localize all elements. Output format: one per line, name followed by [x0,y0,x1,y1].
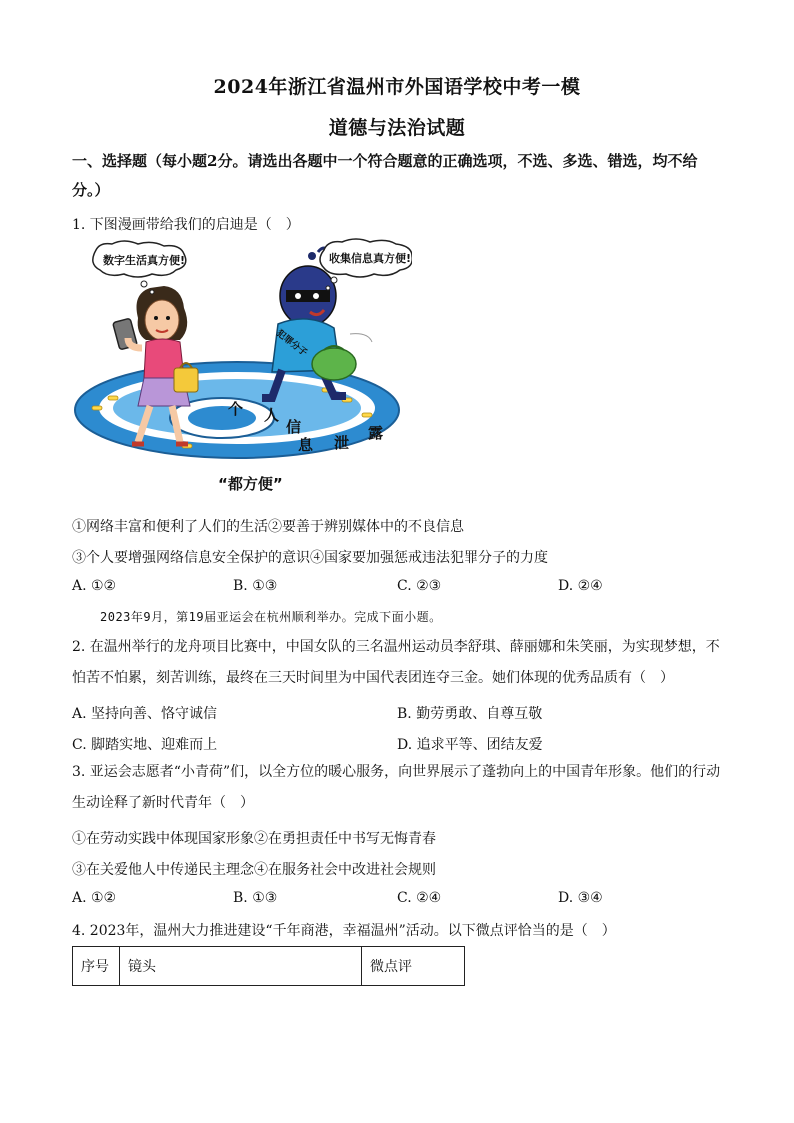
speech-bubble-right [320,239,412,290]
q4-stem: 4. 2023年，温州大力推进建设“千年商港，幸福温州”活动。以下微点评恰当的是（ ） [72,923,616,939]
ring-char-2: 人 [264,406,280,424]
q2-option-b: B. 勤劳勇敢、自尊互敬 [397,706,543,722]
q2-stem: 2. 在温州举行的龙舟项目比赛中，中国女队的三名温州运动员李舒琪、薛丽娜和朱笑丽，为实现梦想，不怕苦不怕累，刻苦训练，最终在三天时间里为中国代表团连夺三金。她们体现的优秀品质有（ ） [72,639,720,686]
q4-table [72,946,465,986]
ring-char-1: 个 [228,400,244,418]
table-header-comment: 微点评 [362,947,465,986]
bubble-right-text: 收集信息真方便! [329,252,412,265]
table-header-row [73,947,465,986]
table-header-scene: 镜头 [120,947,362,986]
q1-option-a: A. ①② [72,578,117,594]
ring-char-3: 信 [286,418,302,436]
table-header-index: 序号 [73,947,120,986]
exam-title: 2024年浙江省温州市外国语学校中考一模 [213,76,581,98]
criminal-label: 犯罪分子 [274,328,309,359]
q3-option-c: C. ②④ [397,890,442,906]
q3-statement-1: ①在劳动实践中体现国家形象②在勇担责任中书写无悔青春 [72,831,436,847]
q1-statement-2: ③个人要增强网络信息安全保护的意识④国家要加强惩戒违法犯罪分子的力度 [72,550,548,566]
q2-option-d: D. 追求平等、团结友爱 [397,737,543,753]
q3-statement-2: ③在关爱他人中传递民主理念④在服务社会中改进社会规则 [72,862,436,878]
q1-stem: 1. 下图漫画带给我们的启迪是（ ） [72,217,300,233]
context-note: 2023年9月，第19届亚运会在杭州顺利举办。完成下面小题。 [100,610,442,624]
cartoon-illustration [72,238,412,496]
exam-subtitle: 道德与法治试题 [328,117,466,139]
ring-char-6: 露 [368,424,384,442]
cartoon-caption: “都方便” [218,475,283,493]
q2-option-a: A. 坚持向善、恪守诚信 [72,706,218,722]
section-heading: 一、选择题（每小题2分。请选出各题中一个符合题意的正确选项，不选、多选、错选，均不给分。） [72,152,698,199]
q1-option-b: B. ①③ [233,578,278,594]
ring-char-5: 泄 [334,434,350,452]
q3-option-b: B. ①③ [233,890,278,906]
q1-statement-1: ①网络丰富和便利了人们的生活②要善于辨别媒体中的不良信息 [72,519,464,535]
q2-option-c: C. 脚踏实地、迎难而上 [72,737,218,753]
ring-char-4: 息 [298,436,314,454]
q1-option-d: D. ②④ [558,578,603,594]
q3-option-d: D. ③④ [558,890,603,906]
q3-stem: 3. 亚运会志愿者“小青荷”们，以全方位的暖心服务，向世界展示了蓬勃向上的中国青年形象。他们的行动生动诠释了新时代青年（ ） [72,764,721,811]
q1-option-c: C. ②③ [397,578,442,594]
q3-option-a: A. ①② [72,890,117,906]
bubble-left-text: 数字生活真方便! [103,254,186,267]
speech-bubble-left [93,241,186,294]
